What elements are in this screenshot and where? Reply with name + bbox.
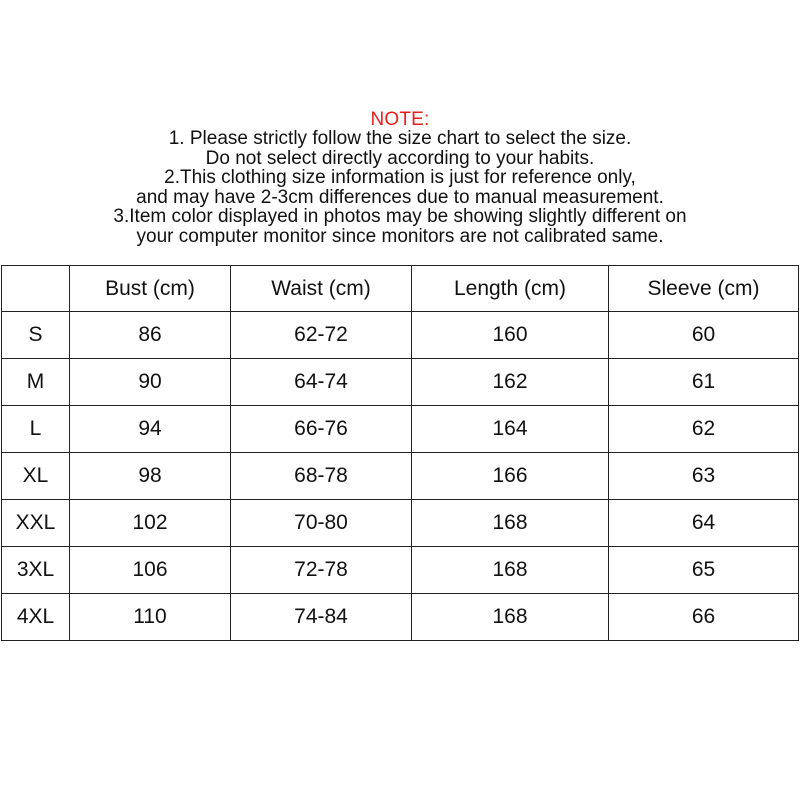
table-header-row <box>2 266 799 312</box>
note-line: and may have 2-3cm differences due to manual measurement. <box>136 186 664 208</box>
sleeve-cell: 61 <box>609 359 799 406</box>
length-cell: 168 <box>412 594 609 641</box>
table-row <box>2 547 799 594</box>
bust-cell: 86 <box>70 312 231 359</box>
size-cell: 4XL <box>2 594 70 641</box>
length-cell: 168 <box>412 547 609 594</box>
bust-cell: 90 <box>70 359 231 406</box>
sleeve-cell: 62 <box>609 406 799 453</box>
table-row <box>2 359 799 406</box>
note-line: 1. Please strictly follow the size chart to select the size. <box>168 128 632 149</box>
waist-cell: 66-76 <box>231 406 412 453</box>
bust-cell: 94 <box>70 406 231 453</box>
bust-cell: 98 <box>70 453 231 500</box>
size-cell: 3XL <box>2 547 70 594</box>
length-cell: 160 <box>412 312 609 359</box>
waist-cell: 62-72 <box>231 312 412 359</box>
waist-cell: 74-84 <box>231 594 412 641</box>
table-row <box>2 312 799 359</box>
header-cell-bust: Bust (cm) <box>70 266 231 312</box>
table-row <box>2 500 799 547</box>
sleeve-cell: 63 <box>609 453 799 500</box>
size-cell: M <box>2 359 70 406</box>
length-cell: 164 <box>412 406 609 453</box>
table-row <box>2 453 799 500</box>
size-cell: S <box>2 312 70 359</box>
sleeve-cell: 64 <box>609 500 799 547</box>
note-line: 3.Item color displayed in photos may be showing slightly different on <box>113 206 687 227</box>
note-line: your computer monitor since monitors are not calibrated same. <box>136 225 664 247</box>
size-cell: XL <box>2 453 70 500</box>
length-cell: 168 <box>412 500 609 547</box>
table-row <box>2 594 799 641</box>
sleeve-cell: 65 <box>609 547 799 594</box>
header-cell-length: Length (cm) <box>412 266 609 312</box>
length-cell: 162 <box>412 359 609 406</box>
size-note <box>0 110 800 246</box>
note-line: Do not select directly according to your habits. <box>205 147 595 169</box>
waist-cell: 72-78 <box>231 547 412 594</box>
waist-cell: 70-80 <box>231 500 412 547</box>
note-title: NOTE: <box>370 109 430 130</box>
size-cell: XXL <box>2 500 70 547</box>
sleeve-cell: 60 <box>609 312 799 359</box>
note-line: 2.This clothing size information is just for reference only, <box>164 167 636 188</box>
header-cell-sleeve: Sleeve (cm) <box>609 266 799 312</box>
bust-cell: 106 <box>70 547 231 594</box>
header-cell-waist: Waist (cm) <box>231 266 412 312</box>
header-cell-size <box>2 266 70 312</box>
bust-cell: 102 <box>70 500 231 547</box>
bust-cell: 110 <box>70 594 231 641</box>
waist-cell: 68-78 <box>231 453 412 500</box>
table-row <box>2 406 799 453</box>
waist-cell: 64-74 <box>231 359 412 406</box>
sleeve-cell: 66 <box>609 594 799 641</box>
size-cell: L <box>2 406 70 453</box>
length-cell: 166 <box>412 453 609 500</box>
size-chart-table <box>1 265 799 641</box>
